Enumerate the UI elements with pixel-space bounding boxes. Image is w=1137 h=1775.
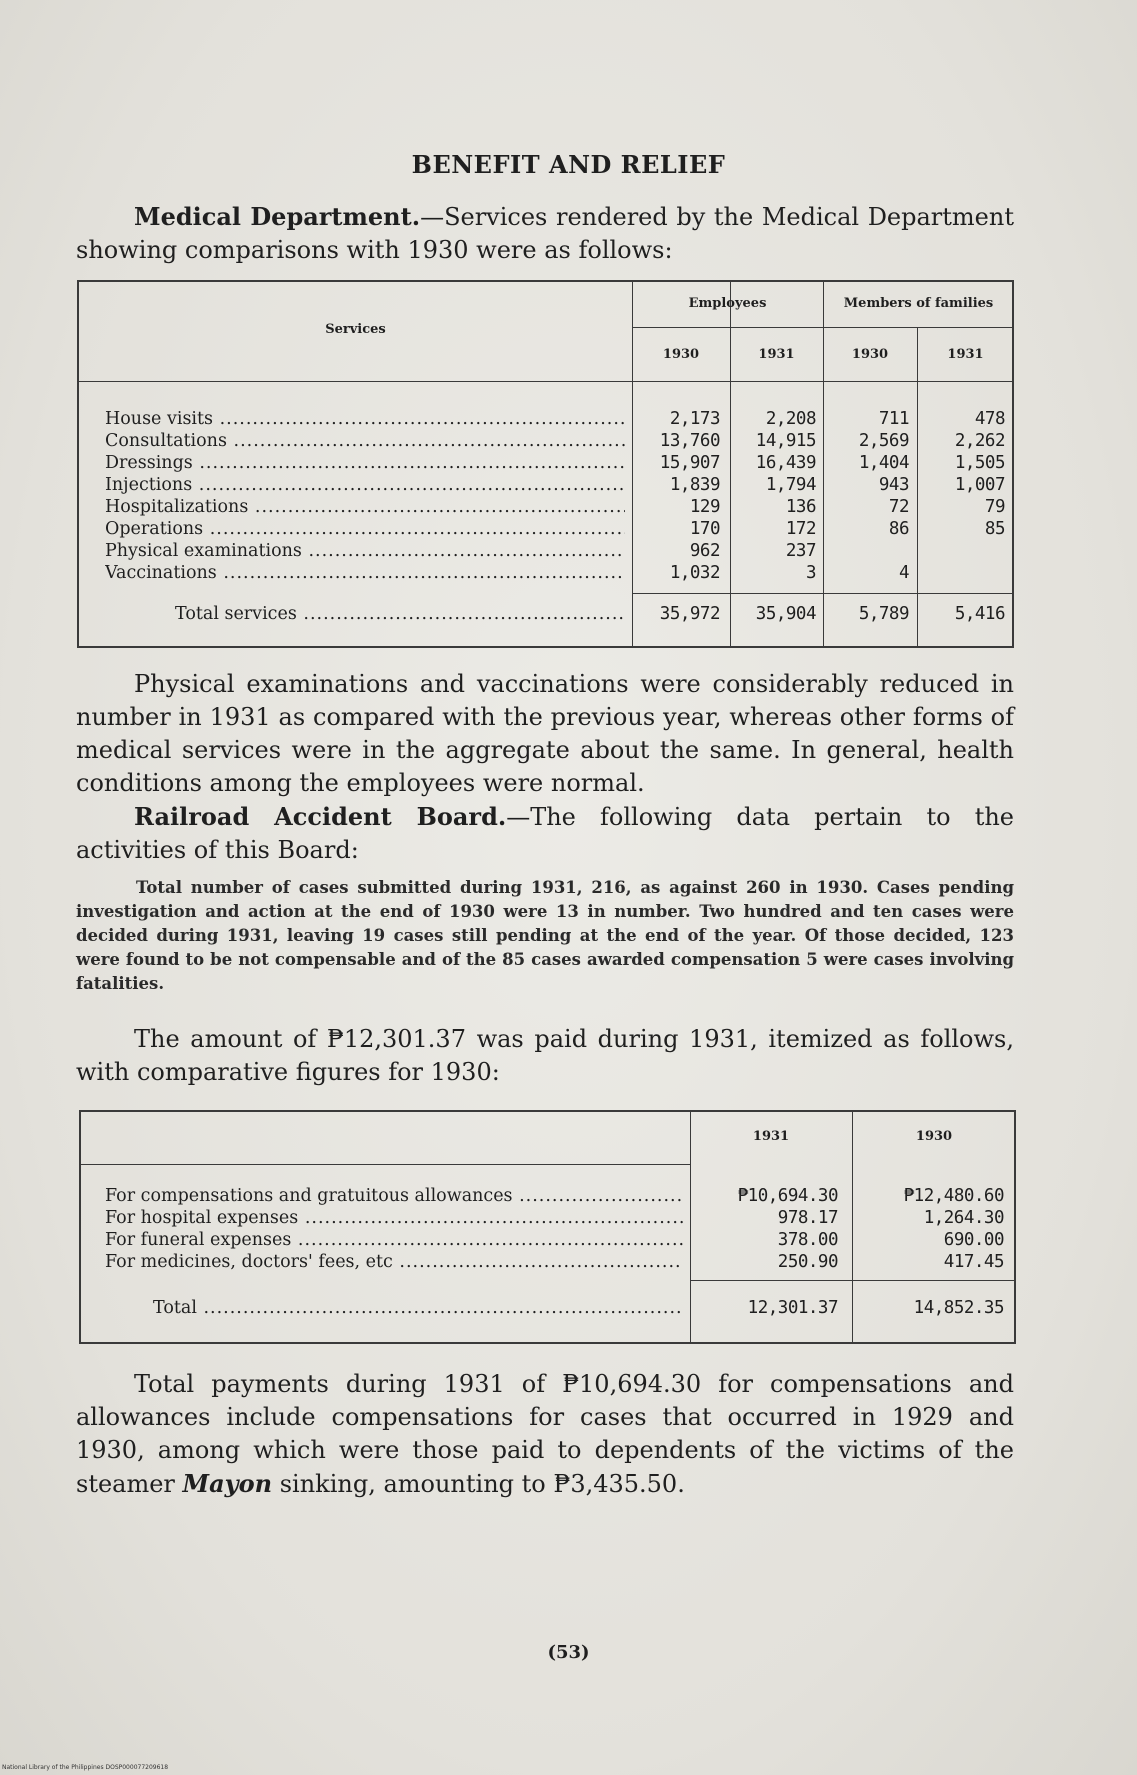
cell-emp-1931: 2,208 (765, 409, 816, 429)
total-1931: 12,301.37 (747, 1298, 838, 1318)
cell-fam-1930: 86 (888, 519, 909, 539)
payments-table (79, 1110, 1016, 1344)
cell-emp-1931: 136 (785, 497, 816, 517)
employees-1931-header: 1931 (758, 347, 795, 362)
families-group-header: Members of families (843, 296, 994, 311)
cell-1931: 978.17 (777, 1208, 838, 1228)
total-payments-paragraph (76, 1368, 1014, 1501)
total-fam-1930: 5,789 (858, 604, 909, 624)
row-label: Consultations ..... (105, 431, 625, 453)
railroad-board-lead: Railroad Accident Board. (134, 802, 507, 831)
cell-fam-1930: 4 (898, 563, 909, 583)
cell-fam-1930: 711 (878, 409, 909, 429)
physical-examinations-text: Physical examinations and vaccinations were considerably reduced in number in 1931 as compared with the previous year, whereas other forms of medical services were in the aggregate about the same. In general, health conditions among the employees were normal. (76, 670, 1014, 797)
row-label: House visits ..... (105, 409, 625, 431)
cell-emp-1931: 14,915 (755, 431, 816, 451)
board-cases-text: Total number of cases submitted during 1931, 216, as against 260 in 1930. Cases pending investigation and action at the end of 1930 were 13 in number. Two hundred and ten cases were decided during 1931, leaving 19 cases still pending at the end of the year. Of those decided, 123 were found to be not compensable and of the 85 cases awarded compensation 5 were cases involving fatalities. (76, 878, 1014, 993)
board-cases-note (76, 876, 1014, 996)
row-label: For medicines, doctors' fees, etc ..... (105, 1252, 683, 1274)
cell-fam-1930: 72 (888, 497, 909, 517)
total-payments-text: Total payments during 1931 of ₱10,694.30 for compensations and allowances include compensations for cases that occurred in 1929 and 1930, among which were those paid to dependents of the victims of the steamer (76, 1370, 1014, 1498)
cell-emp-1930: 1,839 (669, 475, 720, 495)
cell-fam-1930: 943 (878, 475, 909, 495)
medical-department-text: —Services rendered by the Medical Department showing comparisons with 1930 were as follows: (76, 203, 1014, 264)
row-label: Dressings ..... (105, 453, 625, 475)
cell-fam-1931: 478 (974, 409, 1005, 429)
library-credit: National Library of the Philippines DOSP000077209618 (2, 1764, 169, 1771)
row-label: Physical examinations ..... (105, 541, 625, 563)
amount-paid-text: The amount of ₱12,301.37 was paid during 1931, itemized as follows, with comparative figures for 1930: (76, 1025, 1014, 1086)
section-heading: BENEFIT AND RELIEF (411, 150, 726, 179)
total-fam-1931: 5,416 (954, 604, 1005, 624)
row-label: Hospitalizations ..... (105, 497, 625, 519)
cell-1930: ₱12,480.60 (903, 1186, 1004, 1206)
physical-examinations-paragraph (76, 668, 1014, 800)
families-1930-header: 1930 (851, 347, 889, 362)
cell-emp-1931: 3 (805, 563, 816, 583)
cell-emp-1930: 962 (689, 541, 720, 561)
medical-department-lead: Medical Department. (134, 202, 421, 231)
payments-1930-header: 1930 (915, 1129, 953, 1144)
total-emp-1930: 35,972 (659, 604, 720, 624)
cell-emp-1930: 13,760 (659, 431, 720, 451)
services-column-header: Services (325, 322, 386, 337)
medical-department-paragraph (76, 200, 1014, 267)
families-1931-header: 1931 (947, 347, 984, 362)
cell-1930: 1,264.30 (923, 1208, 1004, 1228)
cell-1931: ₱10,694.30 (737, 1186, 838, 1206)
cell-1931: 250.90 (777, 1252, 838, 1272)
employees-group-header: Employees (688, 296, 767, 311)
row-label: For hospital expenses ..... (105, 1208, 683, 1230)
total-payments-text-end: sinking, amounting to ₱3,435.50. (272, 1470, 685, 1498)
cell-1930: 690.00 (943, 1230, 1004, 1250)
row-label: Injections ..... (105, 475, 625, 497)
employees-1930-header: 1930 (662, 347, 700, 362)
steamer-name: Mayon (182, 1469, 273, 1498)
cell-fam-1931: 1,505 (954, 453, 1005, 473)
row-label: For funeral expenses ..... (105, 1230, 683, 1252)
cell-fam-1931: 2,262 (954, 431, 1005, 451)
cell-emp-1931: 16,439 (755, 453, 816, 473)
row-label: Vaccinations ..... (105, 563, 625, 585)
cell-fam-1930: 1,404 (858, 453, 909, 473)
total-label: Total services ..... (175, 604, 625, 626)
cell-emp-1930: 2,173 (669, 409, 720, 429)
row-label: Operations ..... (105, 519, 625, 541)
cell-emp-1930: 170 (689, 519, 720, 539)
cell-emp-1930: 129 (689, 497, 720, 517)
cell-emp-1931: 172 (785, 519, 816, 539)
cell-1931: 378.00 (777, 1230, 838, 1250)
cell-emp-1930: 15,907 (659, 453, 720, 473)
services-table (77, 280, 1014, 648)
railroad-board-text: —The following data pertain to the activities of this Board: (76, 803, 1014, 864)
total-label: Total ..... (153, 1298, 683, 1320)
cell-fam-1930: 2,569 (858, 431, 909, 451)
total-1930: 14,852.35 (913, 1298, 1004, 1318)
cell-emp-1931: 1,794 (765, 475, 816, 495)
cell-emp-1930: 1,032 (669, 563, 720, 583)
railroad-board-paragraph (76, 800, 1014, 867)
page-number: (53) (547, 1642, 590, 1663)
cell-emp-1931: 237 (785, 541, 816, 561)
total-emp-1931: 35,904 (755, 604, 816, 624)
cell-fam-1931: 85 (984, 519, 1005, 539)
cell-fam-1931: 79 (984, 497, 1005, 517)
row-label: For compensations and gratuitous allowances ..... (105, 1186, 683, 1208)
amount-paid-paragraph (76, 1023, 1014, 1089)
cell-fam-1931: 1,007 (954, 475, 1005, 495)
payments-1931-header: 1931 (752, 1129, 790, 1144)
cell-1930: 417.45 (943, 1252, 1004, 1272)
